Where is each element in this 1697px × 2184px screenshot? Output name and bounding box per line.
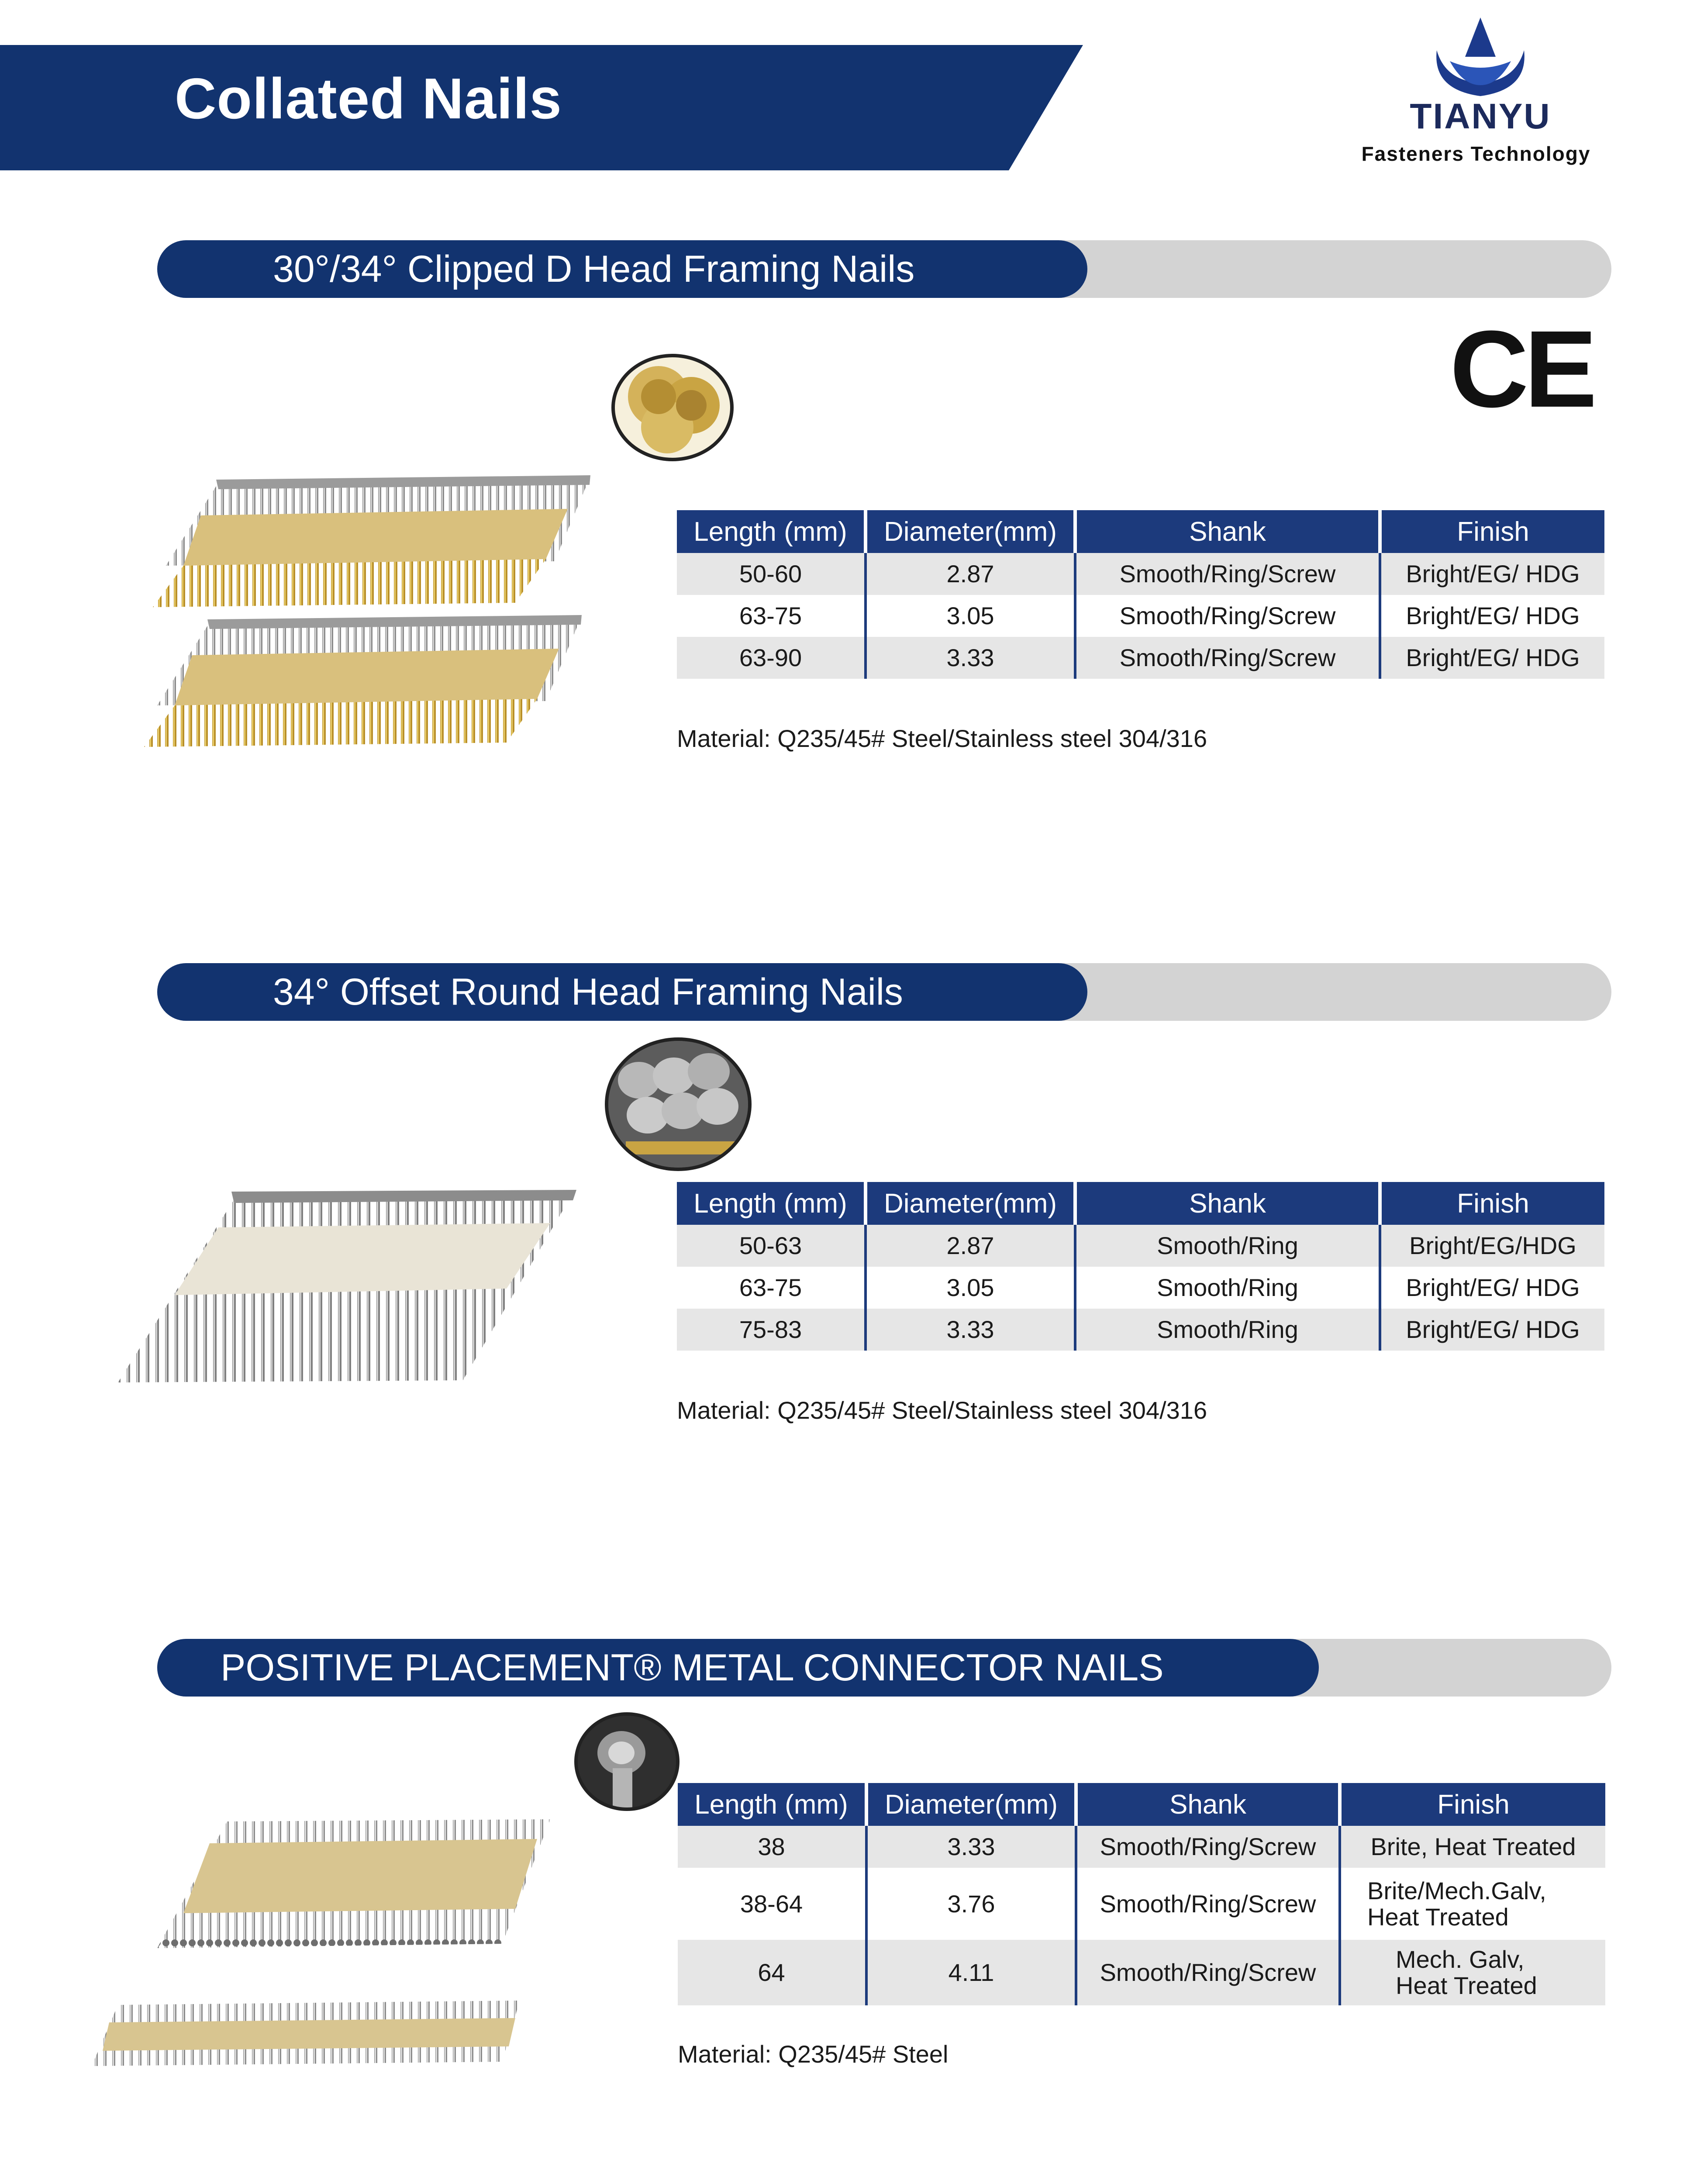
cell-diameter: 2.87	[866, 1225, 1075, 1267]
cell-length: 63-75	[677, 1267, 866, 1309]
finish-line: Brite/Mech.Galv,	[1367, 1876, 1546, 1904]
finish-line: Heat Treated	[1396, 1972, 1537, 1999]
cell-diameter: 2.87	[866, 553, 1075, 595]
table-row	[677, 1267, 1604, 1309]
cell-shank: Smooth/Ring/Screw	[1075, 637, 1380, 679]
cell-finish	[1340, 1826, 1605, 1868]
cell-shank: Smooth/Ring/Screw	[1076, 1868, 1340, 1940]
header-diameter: Diameter(mm)	[866, 510, 1075, 553]
cell-length: 63-90	[677, 637, 866, 679]
section-1-material: Material: Q235/45# Steel/Stainless steel 304/316	[677, 725, 1207, 752]
cell-diameter: 3.05	[866, 595, 1075, 637]
logo-name: TIANYU	[1410, 97, 1551, 136]
offset-round-head-nail-strip-image	[114, 1188, 581, 1389]
cell-shank: Smooth/Ring/Screw	[1075, 553, 1380, 595]
metal-connector-nail-strips-image	[83, 1808, 563, 2079]
cell-shank: Smooth/Ring/Screw	[1075, 595, 1380, 637]
d-head-nail-closeup-image	[611, 354, 734, 461]
cell-shank: Smooth/Ring	[1075, 1267, 1380, 1309]
header-finish: Finish	[1380, 1182, 1604, 1225]
cell-shank: Smooth/Ring/Screw	[1076, 1940, 1340, 2005]
cell-diameter: 4.11	[866, 1940, 1076, 2005]
round-head-nail-closeup-image	[605, 1037, 752, 1171]
cell-finish: Bright/EG/ HDG	[1380, 553, 1604, 595]
table-header-row	[677, 510, 1604, 553]
cell-finish	[1340, 1940, 1605, 2005]
header-finish: Finish	[1380, 510, 1604, 553]
table-row	[677, 1225, 1604, 1267]
cell-shank: Smooth/Ring/Screw	[1076, 1826, 1340, 1868]
cell-length: 38-64	[678, 1868, 866, 1940]
header-shank: Shank	[1075, 1182, 1380, 1225]
section-1-title: 30°/34° Clipped D Head Framing Nails	[273, 248, 915, 290]
section-3-material: Material: Q235/45# Steel	[678, 2040, 949, 2068]
table-header-row	[677, 1182, 1604, 1225]
finish-line: Heat Treated	[1367, 1903, 1509, 1931]
ce-mark: CE	[1450, 308, 1593, 430]
cell-length: 75-83	[677, 1309, 866, 1351]
cell-finish	[1340, 1868, 1605, 1940]
connector-nail-closeup-image	[574, 1712, 679, 1811]
cell-length: 50-60	[677, 553, 866, 595]
table-row	[677, 553, 1604, 595]
cell-finish: Bright/EG/ HDG	[1380, 1309, 1604, 1351]
table-row	[678, 1826, 1605, 1868]
tianyu-logo-icon	[1419, 15, 1542, 103]
section-3-title: POSITIVE PLACEMENT® METAL CONNECTOR NAILS	[221, 1647, 1164, 1689]
table-row	[677, 1309, 1604, 1351]
cell-length: 64	[678, 1940, 866, 2005]
header-diameter: Diameter(mm)	[866, 1783, 1076, 1826]
cell-finish: Bright/EG/ HDG	[1380, 595, 1604, 637]
cell-diameter: 3.05	[866, 1267, 1075, 1309]
section-1-spec-table	[677, 510, 1604, 679]
page-title: Collated Nails	[175, 66, 562, 131]
section-2-material: Material: Q235/45# Steel/Stainless steel 304/316	[677, 1396, 1207, 1424]
table-header-row	[678, 1783, 1605, 1826]
cell-diameter: 3.33	[866, 1309, 1075, 1351]
finish-line: Brite, Heat Treated	[1370, 1833, 1576, 1860]
cell-length: 63-75	[677, 595, 866, 637]
header-finish: Finish	[1340, 1783, 1605, 1826]
cell-shank: Smooth/Ring	[1075, 1225, 1380, 1267]
table-row	[677, 595, 1604, 637]
section-2-spec-table	[677, 1182, 1604, 1351]
cell-length: 38	[678, 1826, 866, 1868]
table-row	[678, 1868, 1605, 1940]
cell-length: 50-63	[677, 1225, 866, 1267]
cell-diameter: 3.33	[866, 637, 1075, 679]
table-row	[677, 637, 1604, 679]
header-shank: Shank	[1076, 1783, 1340, 1826]
cell-finish: Bright/EG/HDG	[1380, 1225, 1604, 1267]
logo-tagline: Fasteners Technology	[1361, 142, 1591, 165]
finish-line: Mech. Galv,	[1396, 1946, 1525, 1973]
header-diameter: Diameter(mm)	[866, 1182, 1075, 1225]
cell-finish: Bright/EG/ HDG	[1380, 1267, 1604, 1309]
cell-shank: Smooth/Ring	[1075, 1309, 1380, 1351]
header-length: Length (mm)	[677, 510, 866, 553]
section-3-spec-table	[678, 1783, 1605, 2005]
header-length: Length (mm)	[678, 1783, 866, 1826]
cell-diameter: 3.76	[866, 1868, 1076, 1940]
cell-finish: Bright/EG/ HDG	[1380, 637, 1604, 679]
section-2-title: 34° Offset Round Head Framing Nails	[273, 971, 903, 1013]
header-shank: Shank	[1075, 510, 1380, 553]
clipped-d-head-nail-strips-image	[140, 472, 598, 751]
cell-diameter: 3.33	[866, 1826, 1076, 1868]
table-row	[678, 1940, 1605, 2005]
header-length: Length (mm)	[677, 1182, 866, 1225]
